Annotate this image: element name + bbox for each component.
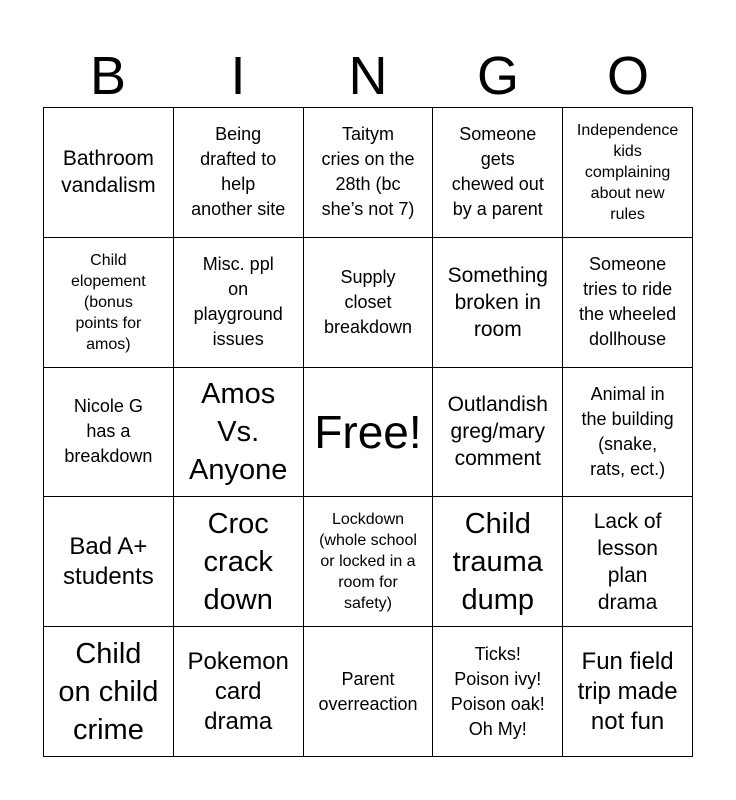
bingo-cell-r1-c1[interactable]	[44, 108, 174, 238]
bingo-cell-r5-c5[interactable]	[563, 627, 693, 757]
bingo-cell-r4-c1[interactable]	[44, 497, 174, 627]
cell-text: Child on child crime	[58, 637, 159, 746]
header-letter-n: N	[348, 46, 388, 106]
bingo-cell-r2-c1[interactable]	[44, 238, 174, 368]
bingo-cell-r4-c3[interactable]	[304, 497, 434, 627]
cell-text: Independence kids complaining about new rules	[576, 121, 679, 223]
bingo-cell-r5-c3[interactable]	[304, 627, 434, 757]
header-letter-b: B	[89, 46, 127, 106]
bingo-cell-free[interactable]	[304, 368, 434, 498]
bingo-cell-r1-c2[interactable]	[174, 108, 304, 238]
cell-text: Lockdown (whole school or locked in a room for safety)	[319, 511, 417, 613]
bingo-header	[43, 45, 693, 107]
cell-text: Being drafted to help another site	[191, 124, 286, 220]
cell-text: Pokemon card drama	[187, 647, 289, 735]
cell-text: Bad A+ students	[63, 532, 154, 590]
bingo-grid	[43, 107, 693, 757]
cell-text: Someone tries to ride the wheeled dollhouse	[579, 254, 677, 350]
bingo-cell-r4-c2[interactable]	[174, 497, 304, 627]
header-letter-i: I	[230, 46, 246, 106]
bingo-cell-r2-c5[interactable]	[563, 238, 693, 368]
bingo-cell-r2-c2[interactable]	[174, 238, 304, 368]
cell-text: Parent overreaction	[318, 668, 418, 714]
cell-text: Outlandish greg/mary comment	[447, 393, 548, 471]
cell-text: Child elopement (bonus points for amos)	[71, 251, 146, 353]
cell-text: Bathroom vandalism	[61, 147, 156, 198]
cell-text: Croc crack down	[203, 507, 273, 616]
cell-text: Something broken in room	[447, 263, 548, 341]
cell-text: Animal in the building (snake, rats, ect.)	[581, 383, 674, 479]
cell-text: Child trauma dump	[452, 507, 543, 616]
bingo-cell-r2-c4[interactable]	[433, 238, 563, 368]
bingo-cell-r1-c3[interactable]	[304, 108, 434, 238]
bingo-cell-r4-c5[interactable]	[563, 497, 693, 627]
cell-text: Fun field trip made not fun	[577, 647, 678, 735]
cell-text: Someone gets chewed out by a parent	[451, 124, 544, 220]
bingo-cell-r1-c5[interactable]	[563, 108, 693, 238]
bingo-cell-r5-c4[interactable]	[433, 627, 563, 757]
bingo-cell-r3-c1[interactable]	[44, 368, 174, 498]
bingo-cell-r3-c4[interactable]	[433, 368, 563, 498]
cell-text: Lack of lesson plan drama	[593, 509, 662, 614]
bingo-cell-r5-c1[interactable]	[44, 627, 174, 757]
bingo-cell-r3-c5[interactable]	[563, 368, 693, 498]
cell-text: Nicole G has a breakdown	[64, 396, 153, 467]
cell-text: Ticks! Poison ivy! Poison oak! Oh My!	[450, 643, 545, 739]
bingo-cell-r1-c4[interactable]	[433, 108, 563, 238]
cell-text: Taitym cries on the 28th (bc she’s not 7)	[321, 124, 415, 220]
free-space-text: Free!	[314, 405, 422, 458]
bingo-cell-r4-c4[interactable]	[433, 497, 563, 627]
cell-text: Amos Vs. Anyone	[189, 377, 288, 486]
bingo-cell-r5-c2[interactable]	[174, 627, 304, 757]
cell-text: Supply closet breakdown	[323, 266, 413, 337]
cell-text: Misc. ppl on playground issues	[193, 254, 283, 350]
header-letter-g: G	[476, 46, 519, 106]
bingo-cell-r2-c3[interactable]	[304, 238, 434, 368]
bingo-cell-r3-c2[interactable]	[174, 368, 304, 498]
header-letter-o: O	[606, 46, 649, 106]
